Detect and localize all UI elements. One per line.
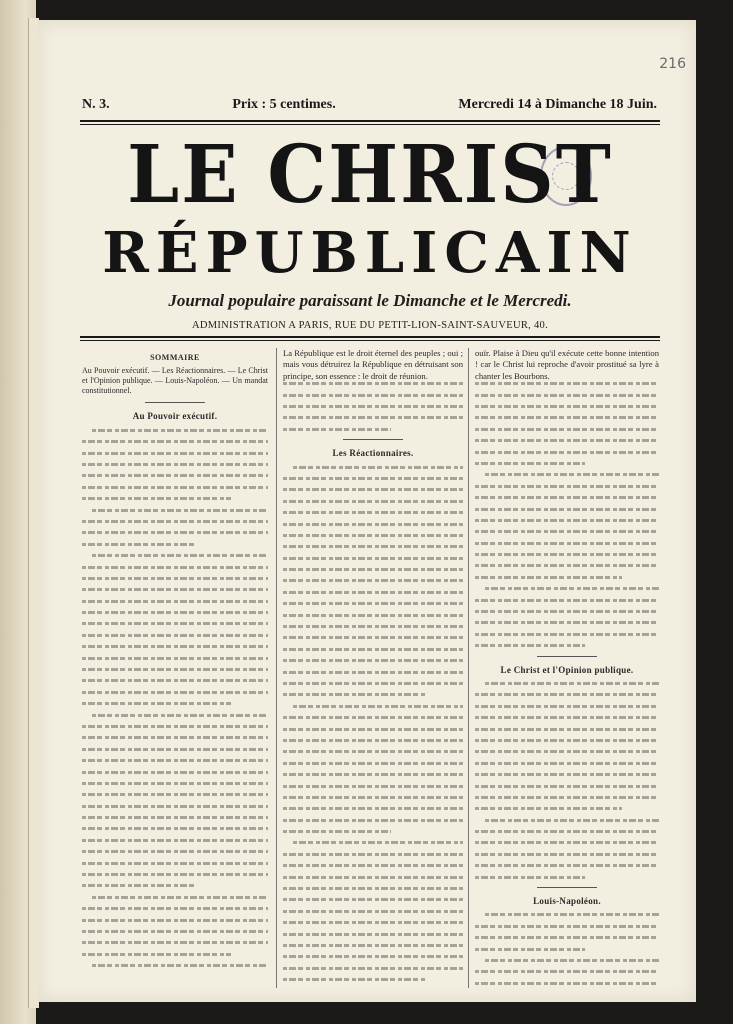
masthead-subtitle: Journal populaire paraissant le Dimanche et le Mercredi. bbox=[168, 291, 572, 310]
divider bbox=[343, 439, 403, 440]
folio-number: 216 bbox=[659, 56, 686, 72]
column-3-opening-text: ouïr. Plaise à Dieu qu'il exécute cette bonne intention ! car le Christ lui reproche d'avoir prostitué sa lyre à chanter les Bourbons. bbox=[475, 348, 659, 381]
issue-info-line bbox=[82, 97, 657, 113]
masthead-rule-thin bbox=[80, 340, 660, 341]
header-rule bbox=[80, 120, 660, 122]
masthead-title-line2: RÉPUBLICAIN bbox=[102, 220, 638, 286]
sommaire-text: Au Pouvoir exécutif. — Les Réactionnaires. — Le Christ et l'Opinion publique. — Louis-Napoléon. — Un mandat constitutionnel. bbox=[82, 366, 268, 396]
issue-date: Mercredi 14 à Dimanche 18 Juin. bbox=[458, 97, 657, 112]
article-body-text bbox=[82, 429, 268, 968]
article-body-text bbox=[475, 382, 659, 647]
newspaper-page bbox=[38, 20, 696, 1002]
administration-address: ADMINISTRATION A PARIS, RUE DU PETIT-LION-SAINT-SAUVEUR, 40. bbox=[191, 320, 549, 331]
header-rule-thin bbox=[80, 124, 660, 125]
issue-price: Prix : 5 centimes. bbox=[232, 97, 336, 112]
divider bbox=[537, 656, 597, 657]
article-body-text bbox=[283, 466, 463, 988]
divider bbox=[145, 402, 205, 403]
article-heading: Louis-Napoléon. bbox=[533, 896, 601, 907]
article-heading: Le Christ et l'Opinion publique. bbox=[500, 664, 634, 675]
article-body-text bbox=[475, 913, 659, 988]
column-2-opening-text: La République est le droit éternel des peuples ; oui ; mais vous détruirez la République en détruisant son principe, son essence : le droit de réunion. bbox=[283, 348, 463, 381]
column-1 bbox=[82, 348, 268, 968]
divider bbox=[537, 887, 597, 888]
article-heading: Au Pouvoir exécutif. bbox=[132, 411, 218, 422]
article-heading: Les Réactionnaires. bbox=[332, 448, 414, 459]
column-3 bbox=[468, 348, 659, 988]
issue-number: N. 3. bbox=[82, 97, 110, 112]
masthead-title-line1: LE CHRIST bbox=[127, 128, 613, 222]
column-2 bbox=[276, 348, 463, 988]
article-body-text bbox=[283, 382, 463, 431]
sommaire-heading: SOMMAIRE bbox=[150, 353, 200, 362]
article-body-text bbox=[475, 682, 659, 879]
masthead-rule bbox=[80, 336, 660, 338]
